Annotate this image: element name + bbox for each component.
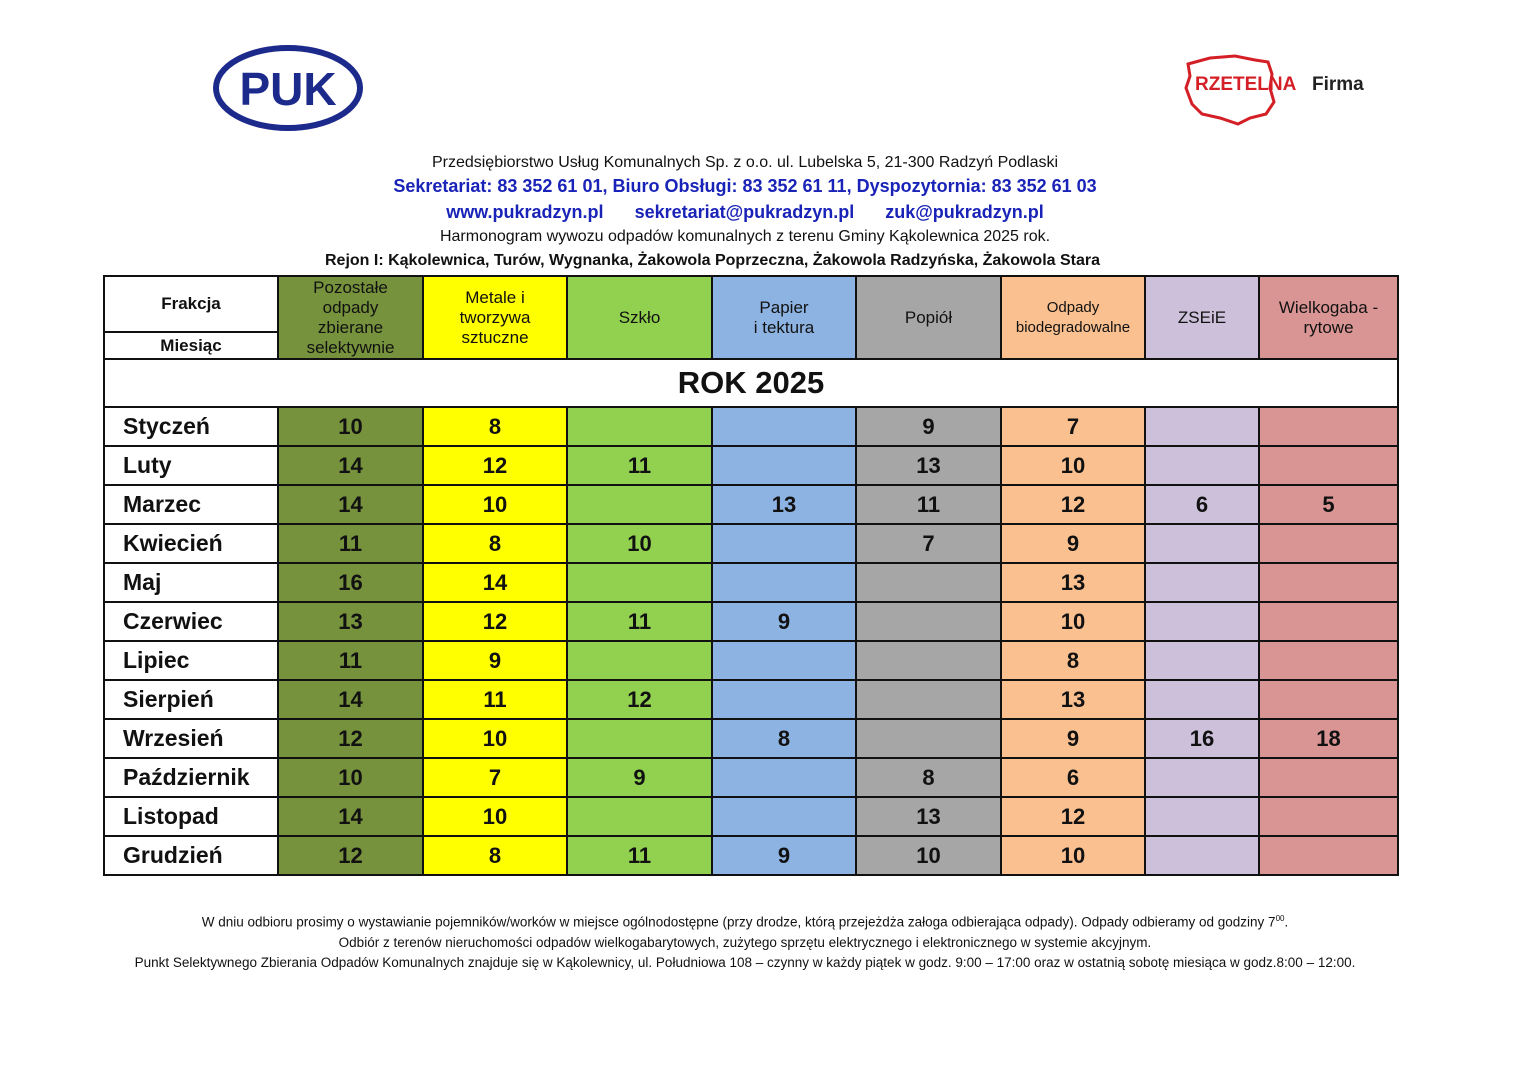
year-label: ROK 2025 <box>104 359 1398 407</box>
pickup-day-cell: 16 <box>1145 719 1259 758</box>
pickup-day-cell: 8 <box>712 719 856 758</box>
schedule-title: Harmonogram wywozu odpadów komunalnych z terenu Gminy Kąkolewnica 2025 rok. <box>439 228 1051 245</box>
pickup-day-cell <box>1259 680 1398 719</box>
month-name: Maj <box>104 563 278 602</box>
pickup-day-cell <box>712 641 856 680</box>
pickup-day-cell: 14 <box>278 485 423 524</box>
pickup-day-cell: 10 <box>423 485 567 524</box>
table-row <box>104 680 1398 719</box>
pickup-day-cell <box>1259 524 1398 563</box>
pickup-day-cell: 10 <box>1001 602 1145 641</box>
column-header-ash: Popiół <box>856 276 1001 359</box>
pickup-day-cell <box>1259 602 1398 641</box>
month-rows <box>104 407 1398 875</box>
phone-numbers: Sekretariat: 83 352 61 01, Biuro Obsługi: 83 352 61 11, Dyspozytornia: 83 352 61 03 <box>393 176 1097 196</box>
pickup-day-cell <box>567 797 712 836</box>
pickup-day-cell <box>1259 407 1398 446</box>
pickup-day-cell: 8 <box>423 524 567 563</box>
footer-note-pszok: Punkt Selektywnego Zbierania Odpadów Komunalnych znajduje się w Kąkolewnicy, ul. Południowa 108 – czynny w każdy piątek w godz. 9:00 – 17:00 oraz w ostatnią sobotę miesiąca w godz.8:00 – 12:00. <box>134 955 1356 970</box>
pickup-day-cell: 10 <box>856 836 1001 875</box>
svg-text:Firma: Firma <box>1312 74 1364 95</box>
company-address: Przedsiębiorstwo Usług Komunalnych Sp. z o.o. ul. Lubelska 5, 21-300 Radzyń Podlaski <box>431 154 1059 171</box>
website-link[interactable]: www.pukradzyn.pl <box>446 202 604 222</box>
collection-schedule-table <box>103 275 1399 876</box>
pickup-day-cell <box>1145 797 1259 836</box>
pickup-day-cell <box>1259 446 1398 485</box>
pickup-day-cell: 14 <box>423 563 567 602</box>
month-name: Luty <box>104 446 278 485</box>
footer-note-pickup: W dniu odbioru prosimy o wystawianie pojemników/worków w miejsce ogólnodostępne (przy drodze, którą przejeżdża załoga odbierająca odpady). Odpady odbieramy od godziny $7^{00}$. <box>201 914 1289 930</box>
pickup-day-cell: 11 <box>278 641 423 680</box>
pickup-day-cell <box>1145 680 1259 719</box>
pickup-day-cell <box>567 641 712 680</box>
month-name: Październik <box>104 758 278 797</box>
table-row <box>104 485 1398 524</box>
month-name: Czerwiec <box>104 602 278 641</box>
rzetelna-firma-logo <box>1180 52 1380 127</box>
pickup-day-cell: 9 <box>856 407 1001 446</box>
table-row <box>104 407 1398 446</box>
column-header-weee: ZSEiE <box>1145 276 1259 359</box>
pickup-day-cell: 12 <box>278 836 423 875</box>
pickup-day-cell: 11 <box>567 446 712 485</box>
pickup-day-cell: 9 <box>567 758 712 797</box>
svg-text:PUK: PUK <box>239 63 337 115</box>
pickup-day-cell <box>712 797 856 836</box>
month-label: Miesiąc <box>104 332 278 359</box>
svg-text:RZETELNA: RZETELNA <box>1195 74 1297 95</box>
pickup-day-cell: 16 <box>278 563 423 602</box>
pickup-day-cell: 13 <box>1001 563 1145 602</box>
pickup-day-cell: 7 <box>1001 407 1145 446</box>
pickup-day-cell <box>1145 407 1259 446</box>
month-name: Listopad <box>104 797 278 836</box>
month-name: Marzec <box>104 485 278 524</box>
puk-logo <box>210 40 370 140</box>
column-header-biodegradable: Odpady biodegradowalne <box>1001 276 1145 359</box>
pickup-day-cell: 14 <box>278 446 423 485</box>
month-name: Kwiecień <box>104 524 278 563</box>
pickup-day-cell: 5 <box>1259 485 1398 524</box>
pickup-day-cell: 10 <box>1001 446 1145 485</box>
pickup-day-cell <box>856 641 1001 680</box>
pickup-day-cell <box>856 680 1001 719</box>
pickup-day-cell: 6 <box>1145 485 1259 524</box>
pickup-day-cell: 12 <box>423 602 567 641</box>
pickup-day-cell: 8 <box>1001 641 1145 680</box>
fraction-label: Frakcja <box>104 276 278 332</box>
pickup-day-cell: 13 <box>856 446 1001 485</box>
pickup-day-cell: 12 <box>423 446 567 485</box>
pickup-day-cell <box>712 758 856 797</box>
pickup-day-cell <box>1259 758 1398 797</box>
pickup-day-cell: 6 <box>1001 758 1145 797</box>
pickup-day-cell <box>712 563 856 602</box>
pickup-day-cell <box>567 485 712 524</box>
pickup-day-cell <box>1145 602 1259 641</box>
pickup-day-cell: 10 <box>423 719 567 758</box>
pickup-day-cell <box>1145 524 1259 563</box>
pickup-day-cell: 7 <box>856 524 1001 563</box>
pickup-day-cell <box>567 719 712 758</box>
pickup-day-cell <box>712 524 856 563</box>
pickup-day-cell: 11 <box>567 836 712 875</box>
pickup-day-cell <box>1259 797 1398 836</box>
pickup-day-cell <box>1145 446 1259 485</box>
pickup-day-cell: 11 <box>856 485 1001 524</box>
pickup-day-cell: 9 <box>712 602 856 641</box>
pickup-day-cell: 8 <box>423 407 567 446</box>
table-row <box>104 641 1398 680</box>
pickup-day-cell <box>1259 563 1398 602</box>
pickup-day-cell: 12 <box>1001 797 1145 836</box>
column-header-bulky: Wielkogaba - rytowe <box>1259 276 1398 359</box>
pickup-day-cell: 10 <box>567 524 712 563</box>
table-row <box>104 563 1398 602</box>
pickup-day-cell: 9 <box>1001 719 1145 758</box>
pickup-day-cell <box>712 680 856 719</box>
month-name: Styczeń <box>104 407 278 446</box>
pickup-day-cell: 12 <box>567 680 712 719</box>
pickup-day-cell: 10 <box>278 407 423 446</box>
pickup-day-cell: 10 <box>278 758 423 797</box>
pickup-day-cell: 9 <box>712 836 856 875</box>
column-header-paper: Papier i tektura <box>712 276 856 359</box>
pickup-day-cell: 13 <box>856 797 1001 836</box>
pickup-day-cell <box>712 446 856 485</box>
column-header-residual: Pozostałe odpady zbierane selektywnie <box>278 276 423 359</box>
region-line: Rejon I: Kąkolewnica, Turów, Wygnanka, Żakowola Poprzeczna, Żakowola Radzyńska, Żakowola Stara <box>324 252 1100 269</box>
pickup-day-cell: 13 <box>278 602 423 641</box>
pickup-day-cell <box>1259 641 1398 680</box>
contact-links <box>0 202 1490 223</box>
month-name: Wrzesień <box>104 719 278 758</box>
table-row <box>104 719 1398 758</box>
pickup-day-cell <box>712 407 856 446</box>
table-row <box>104 836 1398 875</box>
pickup-day-cell <box>856 563 1001 602</box>
pickup-day-cell <box>856 719 1001 758</box>
pickup-day-cell: 10 <box>423 797 567 836</box>
table-row <box>104 797 1398 836</box>
pickup-day-cell <box>1145 836 1259 875</box>
month-name: Sierpień <box>104 680 278 719</box>
table-row <box>104 446 1398 485</box>
pickup-day-cell: 9 <box>1001 524 1145 563</box>
pickup-day-cell: 10 <box>1001 836 1145 875</box>
secretariat-email-link[interactable]: sekretariat@pukradzyn.pl <box>634 202 855 222</box>
pickup-day-cell: 13 <box>1001 680 1145 719</box>
table-row <box>104 602 1398 641</box>
month-name: Grudzień <box>104 836 278 875</box>
month-name: Lipiec <box>104 641 278 680</box>
pickup-day-cell: 7 <box>423 758 567 797</box>
pickup-day-cell <box>1145 563 1259 602</box>
pickup-day-cell <box>1145 641 1259 680</box>
pickup-day-cell: 14 <box>278 680 423 719</box>
pickup-day-cell: 14 <box>278 797 423 836</box>
pickup-day-cell: 12 <box>1001 485 1145 524</box>
footer-note-bulky: Odbiór z terenów nieruchomości odpadów wielkogabarytowych, zużytego sprzętu elektrycznego i elektronicznego w systemie akcyjnym. <box>338 935 1152 950</box>
pickup-day-cell: 8 <box>423 836 567 875</box>
pickup-day-cell <box>567 563 712 602</box>
column-header-metals-plastics: Metale i tworzywa sztuczne <box>423 276 567 359</box>
pickup-day-cell <box>1259 836 1398 875</box>
pickup-day-cell: 11 <box>423 680 567 719</box>
pickup-day-cell <box>856 602 1001 641</box>
pickup-day-cell: 11 <box>567 602 712 641</box>
pickup-day-cell: 8 <box>856 758 1001 797</box>
pickup-day-cell <box>567 407 712 446</box>
column-header-glass: Szkło <box>567 276 712 359</box>
zuk-email-link: zuk@pukradzyn.pl <box>885 202 1044 222</box>
pickup-day-cell: 11 <box>278 524 423 563</box>
pickup-day-cell: 9 <box>423 641 567 680</box>
table-row <box>104 758 1398 797</box>
pickup-day-cell: 18 <box>1259 719 1398 758</box>
pickup-day-cell <box>1145 758 1259 797</box>
pickup-day-cell: 13 <box>712 485 856 524</box>
pickup-day-cell: 12 <box>278 719 423 758</box>
table-row <box>104 524 1398 563</box>
